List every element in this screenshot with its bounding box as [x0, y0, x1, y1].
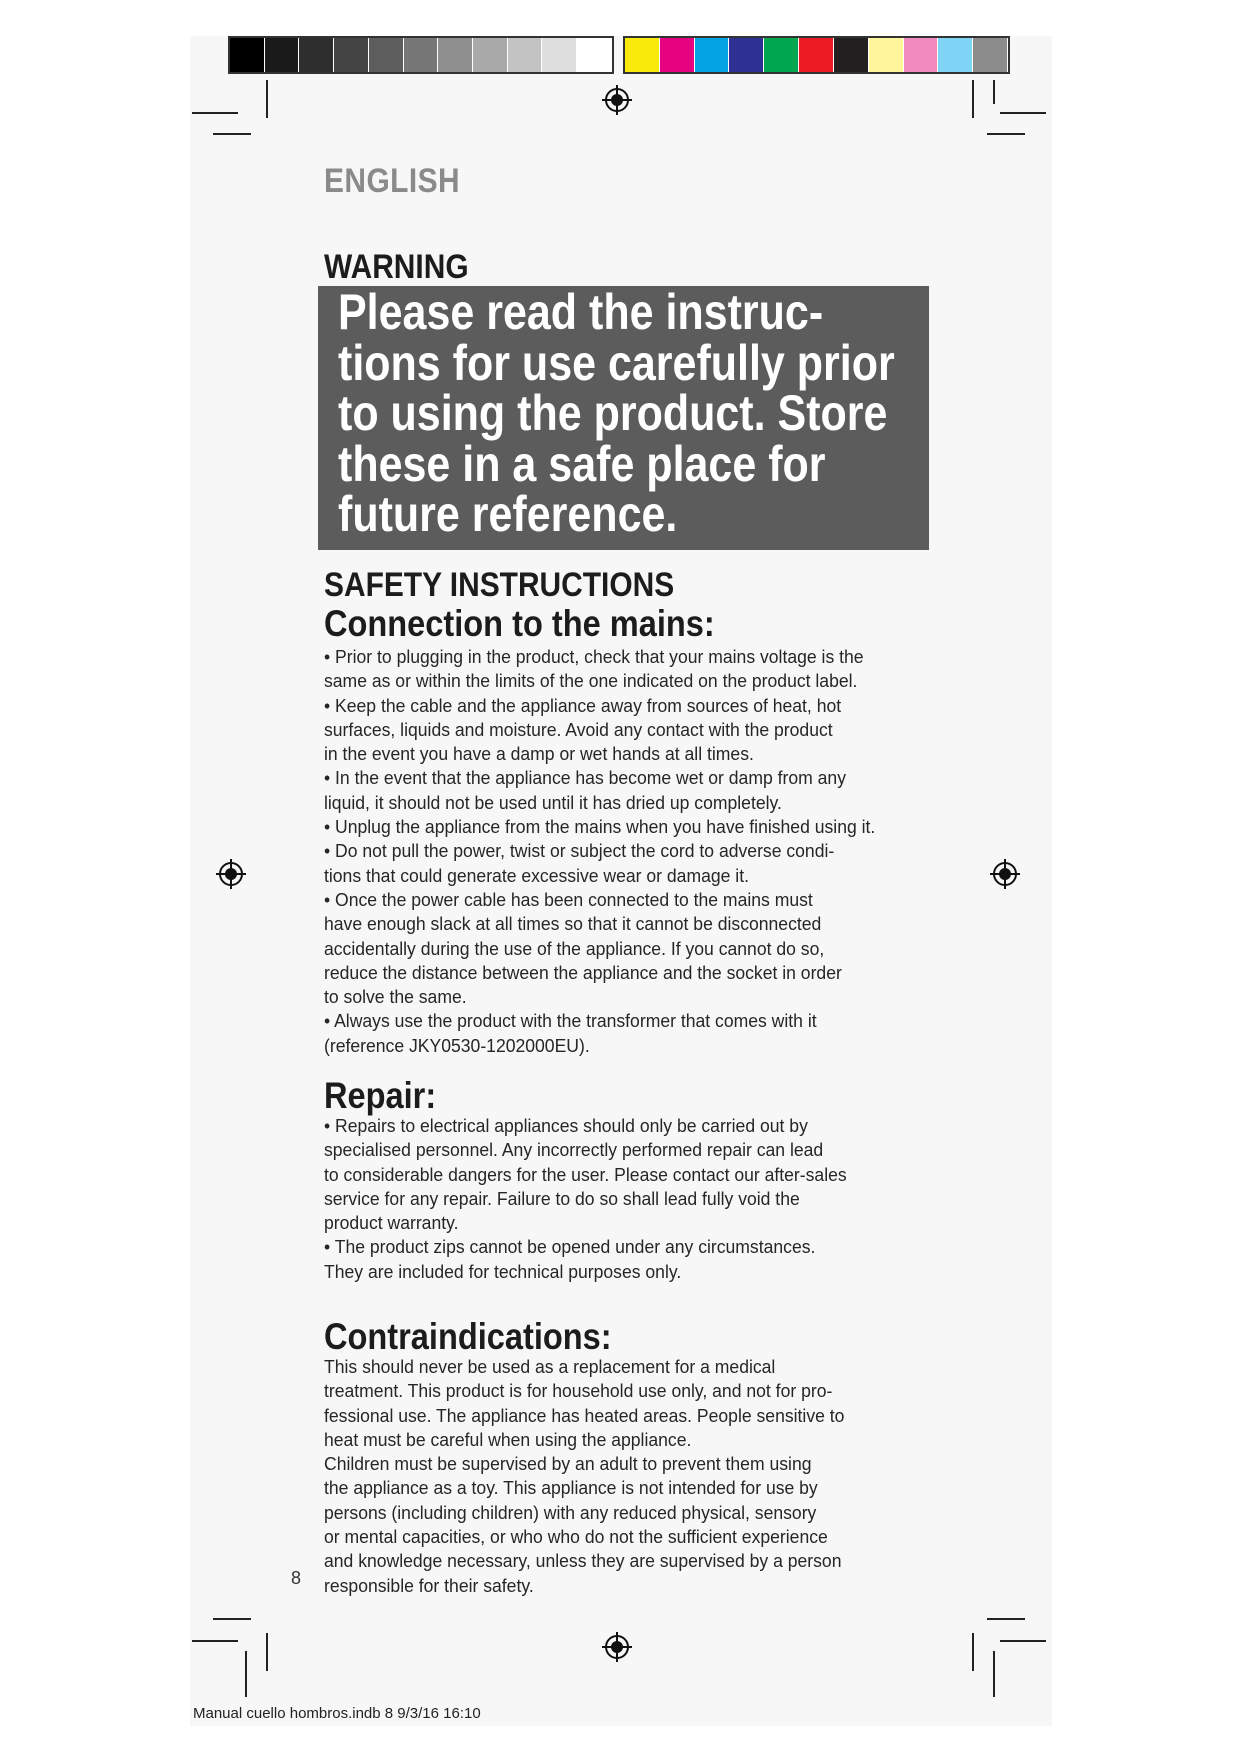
registration-mark-icon	[602, 85, 632, 115]
registration-mark-icon	[602, 1632, 632, 1662]
text-line: reduce the distance between the appliance and the socket in order	[324, 961, 842, 983]
text-line: • In the event that the appliance has become wet or damp from any	[324, 767, 846, 789]
color-swatch	[869, 38, 904, 72]
crop-mark	[987, 133, 1025, 135]
text-line: • The product zips cannot be opened under any circumstances.	[324, 1236, 816, 1258]
language-heading: ENGLISH	[324, 162, 461, 200]
color-swatch	[938, 38, 973, 72]
text-line: This should never be used as a replacement for a medical	[324, 1356, 776, 1377]
repair-heading: Repair:	[324, 1075, 437, 1116]
color-swatch	[230, 38, 265, 72]
warning-line: future reference.	[338, 486, 678, 542]
page-number: 8	[291, 1568, 302, 1588]
color-swatch	[299, 38, 334, 72]
warning-line: these in a safe place for	[338, 435, 826, 492]
contraindications-text	[324, 1355, 913, 1598]
text-line: or mental capacities, or who who do not the sufficient experience	[324, 1526, 828, 1548]
text-line: product warranty.	[324, 1212, 459, 1234]
print-slug: Manual cuello hombros.indb 8 9/3/16 16:10	[193, 1705, 481, 1722]
connection-text	[324, 645, 913, 1058]
contraindications-heading: Contraindications:	[324, 1316, 612, 1357]
warning-line: Please read the instruc-	[338, 284, 824, 340]
text-line: persons (including children) with any reduced physical, sensory	[324, 1501, 817, 1523]
text-line: (reference JKY0530-1202000EU).	[324, 1034, 590, 1056]
text-line: fessional use. The appliance has heated areas. People sensitive to	[324, 1404, 845, 1426]
safety-title: SAFETY INSTRUCTIONS	[324, 566, 675, 604]
color-swatch	[542, 38, 577, 72]
text-line: tions that could generate excessive wear or damage it.	[324, 864, 749, 886]
text-line: same as or within the limits of the one indicated on the product label.	[324, 670, 858, 692]
color-swatch	[904, 38, 939, 72]
crop-mark	[987, 1618, 1025, 1620]
crop-mark	[993, 1651, 995, 1697]
text-line: to considerable dangers for the user. Please contact our after-sales	[324, 1163, 847, 1185]
text-line: liquid, it should not be used until it has dried up completely.	[324, 791, 782, 813]
warning-line: tions for use carefully prior	[338, 334, 895, 391]
crop-mark	[993, 80, 995, 104]
text-line: • Always use the product with the transformer that comes with it	[324, 1010, 817, 1032]
crop-mark	[213, 133, 251, 135]
warning-label: WARNING	[324, 248, 469, 286]
warning-line: to using the product. Store	[338, 385, 888, 441]
color-swatch	[625, 38, 660, 72]
text-line: surfaces, liquids and moisture. Avoid any contact with the product	[324, 718, 833, 740]
color-swatch	[577, 38, 612, 72]
crop-mark	[972, 1633, 974, 1671]
text-line: service for any repair. Failure to do so shall lead fully void the	[324, 1187, 800, 1209]
crop-mark	[213, 1618, 251, 1620]
grayscale-bar	[228, 36, 614, 74]
text-line: in the event you have a damp or wet hands at all times.	[324, 743, 754, 765]
color-swatch	[473, 38, 508, 72]
registration-mark-icon	[216, 859, 246, 889]
text-line: to solve the same.	[324, 986, 467, 1008]
text-line: treatment. This product is for household use only, and not for pro-	[324, 1380, 833, 1402]
text-line: responsible for their safety.	[324, 1574, 534, 1596]
crop-mark	[192, 112, 238, 114]
text-line: Children must be supervised by an adult to prevent them using	[324, 1453, 812, 1475]
color-swatch	[404, 38, 439, 72]
warning-box	[318, 286, 929, 550]
color-swatch	[764, 38, 799, 72]
crop-mark	[972, 80, 974, 118]
text-line: accidentally during the use of the appliance. If you cannot do so,	[324, 937, 825, 959]
text-line: • Prior to plugging in the product, check that your mains voltage is the	[324, 646, 864, 667]
crop-mark	[266, 1633, 268, 1671]
color-swatch	[973, 38, 1008, 72]
connection-heading: Connection to the mains:	[324, 603, 715, 644]
text-line: • Repairs to electrical appliances should only be carried out by	[324, 1115, 808, 1136]
registration-mark-icon	[990, 859, 1020, 889]
text-line: have enough slack at all times so that it cannot be disconnected	[324, 913, 822, 935]
color-bar	[623, 36, 1010, 74]
text-line: the appliance as a toy. This appliance is not intended for use by	[324, 1477, 818, 1499]
color-swatch	[834, 38, 869, 72]
text-line: specialised personnel. Any incorrectly performed repair can lead	[324, 1139, 824, 1161]
color-swatch	[334, 38, 369, 72]
color-swatch	[695, 38, 730, 72]
color-swatch	[660, 38, 695, 72]
crop-mark	[245, 1651, 247, 1697]
text-line: heat must be careful when using the appliance.	[324, 1428, 692, 1450]
text-line: • Once the power cable has been connected to the mains must	[324, 888, 813, 910]
text-line: • Unplug the appliance from the mains when you have finished using it.	[324, 816, 876, 838]
text-line: They are included for technical purposes only.	[324, 1260, 682, 1282]
color-swatch	[799, 38, 834, 72]
crop-mark	[266, 80, 268, 118]
text-line: and knowledge necessary, unless they are supervised by a person	[324, 1550, 842, 1572]
color-swatch	[729, 38, 764, 72]
color-swatch	[508, 38, 543, 72]
crop-mark	[1000, 1640, 1046, 1642]
color-swatch	[438, 38, 473, 72]
crop-mark	[192, 1640, 238, 1642]
crop-mark	[1000, 112, 1046, 114]
repair-text	[324, 1114, 913, 1284]
color-swatch	[265, 38, 300, 72]
text-line: • Keep the cable and the appliance away from sources of heat, hot	[324, 694, 842, 716]
color-swatch	[369, 38, 404, 72]
text-line: • Do not pull the power, twist or subject the cord to adverse condi-	[324, 840, 835, 862]
